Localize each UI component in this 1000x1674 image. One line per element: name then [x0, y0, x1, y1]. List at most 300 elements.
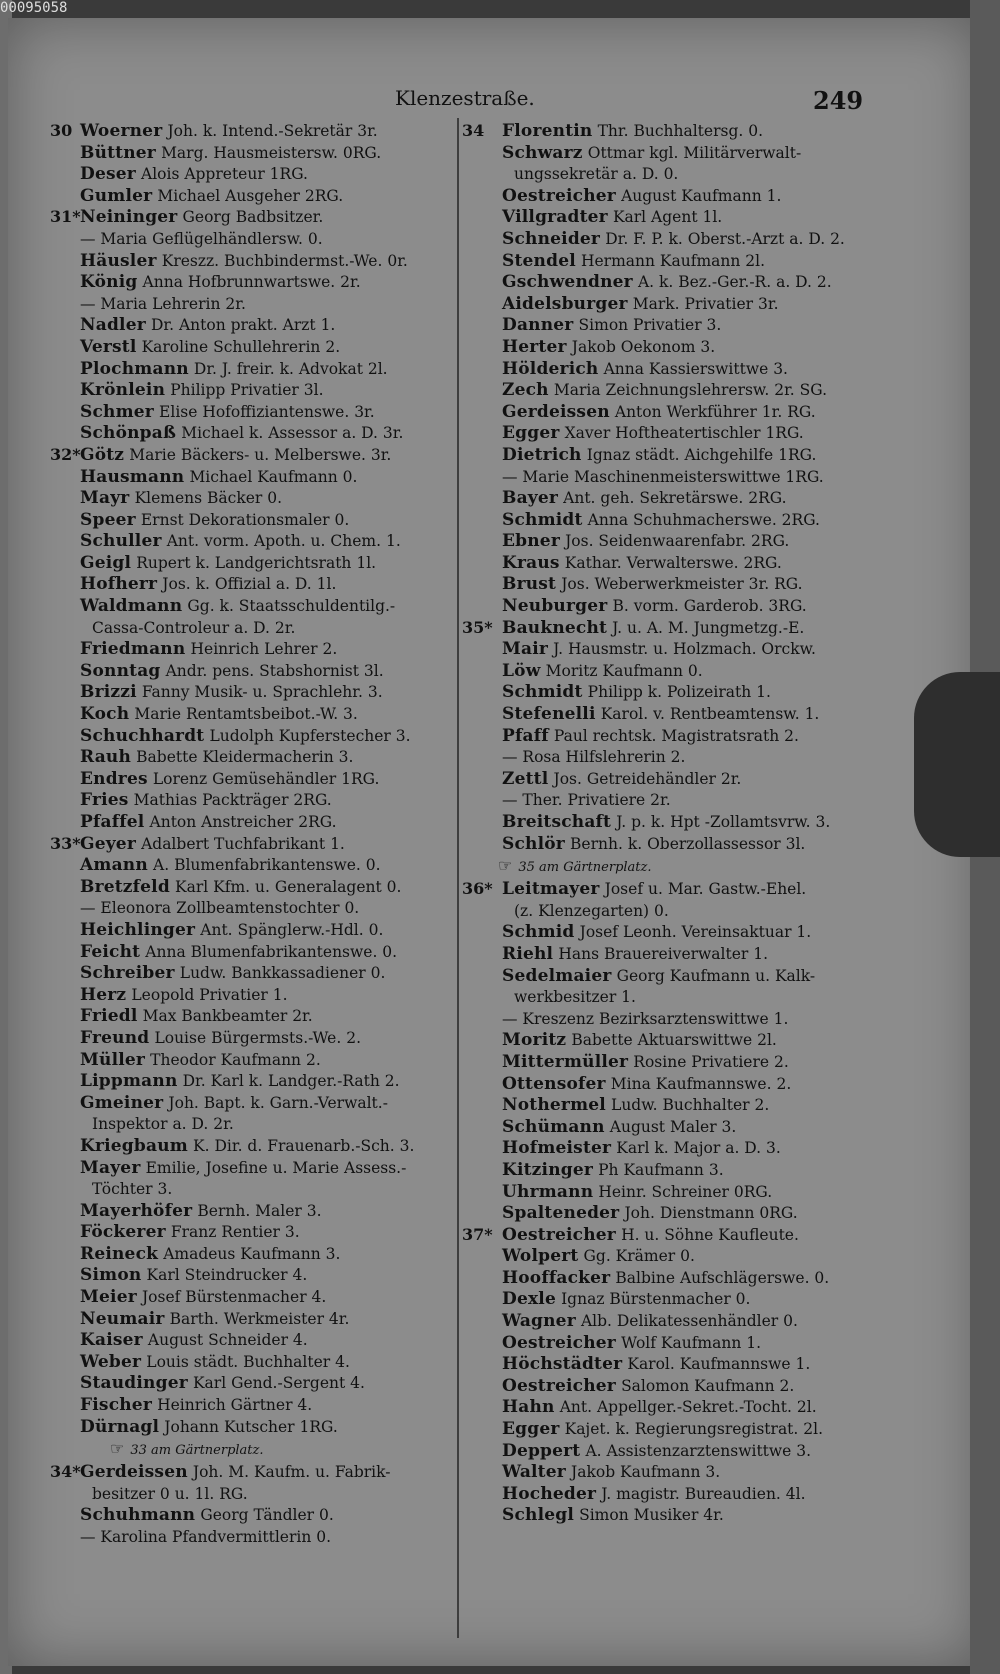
resident-surname: Müller — [80, 1049, 146, 1070]
resident-surname: Mair — [502, 639, 549, 660]
resident-details: — Karolina Pfandvermittlerin 0. — [80, 1528, 332, 1546]
directory-entry — [50, 314, 455, 336]
directory-entry — [50, 358, 455, 380]
resident-surname: Meier — [80, 1287, 137, 1308]
directory-entry — [50, 833, 455, 855]
resident-surname: Mittermüller — [502, 1051, 629, 1072]
directory-entry — [462, 1094, 872, 1116]
directory-entry — [50, 1200, 455, 1222]
directory-entry — [50, 638, 455, 660]
resident-details: Mark. Privatier 3r. — [632, 294, 779, 313]
resident-surname: Hölderich — [502, 358, 599, 379]
resident-surname: Sonntag — [80, 660, 161, 681]
directory-entry — [50, 725, 455, 747]
resident-surname: Schlör — [502, 833, 565, 854]
resident-surname: Schuchhardt — [80, 725, 205, 746]
resident-surname: Fries — [80, 790, 129, 811]
directory-entry — [462, 1353, 872, 1375]
resident-details: Salomon Kaufmann 2. — [621, 1376, 795, 1395]
directory-entry — [462, 487, 872, 509]
resident-details: Amadeus Kaufmann 3. — [163, 1244, 341, 1263]
directory-entry — [462, 250, 872, 272]
resident-details: Ant. geh. Sekretärswe. 2RG. — [563, 489, 787, 508]
directory-entry — [50, 1027, 455, 1049]
resident-details: J. p. k. Hpt -Zollamtsvrw. 3. — [616, 813, 831, 831]
resident-surname: Woerner — [80, 121, 163, 141]
resident-surname: Gmeiner — [80, 1092, 164, 1113]
directory-entry — [50, 703, 455, 725]
resident-surname: Gerdeissen — [502, 401, 610, 422]
resident-surname: Neuburger — [502, 596, 608, 617]
resident-surname: Uhrmann — [502, 1181, 594, 1202]
resident-surname: Schuller — [80, 531, 162, 552]
resident-surname: Neininger — [80, 207, 178, 228]
resident-surname: Schmidt — [502, 682, 583, 703]
resident-surname: König — [80, 272, 138, 293]
directory-entry — [50, 1461, 455, 1483]
resident-details: Heinrich Gärtner 4. — [157, 1396, 313, 1415]
resident-details: Marg. Hausmeistersw. 0RG. — [161, 143, 382, 162]
resident-details: J. Hausmstr. u. Holzmach. Orckw. — [553, 640, 816, 659]
resident-surname: Weber — [80, 1351, 142, 1372]
directory-entry — [462, 336, 872, 358]
directory-entry — [50, 789, 455, 811]
resident-details: Anna Schuhmacherswe. 2RG. — [587, 510, 820, 529]
resident-details: Jakob Kaufmann 3. — [571, 1463, 721, 1482]
resident-details: Ph Kaufmann 3. — [598, 1160, 724, 1179]
resident-details: K. Dir. d. Frauenarb.-Sch. 3. — [193, 1136, 415, 1155]
resident-details: Theodor Kaufmann 2. — [150, 1050, 321, 1069]
resident-surname: Geyer — [80, 833, 136, 854]
resident-surname: Walter — [502, 1462, 566, 1483]
directory-entry — [50, 1157, 455, 1179]
directory-entry — [50, 1070, 455, 1092]
resident-surname: Mayer — [80, 1157, 141, 1178]
resident-details: August Kaufmann 1. — [621, 186, 782, 205]
directory-entry — [50, 1394, 455, 1416]
directory-entry — [462, 314, 872, 336]
resident-details: Anna Kassierswittwe 3. — [603, 359, 788, 378]
resident-surname: Deser — [80, 164, 136, 185]
page-header-street: Klenzestraße. — [395, 86, 535, 110]
directory-entry — [462, 142, 872, 164]
resident-details: Karl Kfm. u. Generalagent 0. — [175, 877, 402, 896]
directory-entry — [462, 1396, 872, 1418]
resident-surname: Amann — [80, 855, 148, 876]
directory-entry — [50, 422, 455, 444]
resident-surname: Hausmann — [80, 466, 185, 487]
directory-entry — [50, 897, 455, 919]
directory-entry — [50, 1329, 455, 1351]
resident-surname: Hahn — [502, 1397, 555, 1418]
directory-entry-continuation — [462, 163, 872, 185]
resident-details: Töchter 3. — [92, 1180, 173, 1199]
directory-entry — [50, 530, 455, 552]
directory-entry — [462, 552, 872, 574]
directory-entry — [50, 206, 455, 228]
directory-entry — [50, 1092, 455, 1114]
resident-surname: Wagner — [502, 1311, 576, 1332]
resident-details: Marie Bäckers- u. Melberswe. 3r. — [129, 445, 392, 464]
directory-entry — [462, 638, 872, 660]
directory-entry — [50, 573, 455, 595]
directory-entry — [50, 962, 455, 984]
directory-entry — [50, 1372, 455, 1394]
resident-surname: Bauknecht — [502, 617, 608, 638]
directory-entry — [50, 487, 455, 509]
resident-details: Ant. vorm. Apoth. u. Chem. 1. — [166, 532, 401, 551]
resident-surname: Schuhmann — [80, 1505, 196, 1526]
resident-details: Joh. Bapt. k. Garn.-Verwalt.- — [168, 1093, 388, 1112]
resident-details: Ludolph Kupferstecher 3. — [209, 726, 411, 745]
resident-surname: Pfaffel — [80, 812, 145, 832]
directory-entry — [50, 1416, 455, 1438]
resident-surname: Dietrich — [502, 444, 582, 465]
resident-details: Wolf Kaufmann 1. — [621, 1333, 762, 1352]
resident-details: Marie Rentamtsbeibot.-W. 3. — [134, 705, 358, 724]
resident-details: Ernst Dekorationsmaler 0. — [140, 510, 350, 529]
resident-details: Alois Appreteur 1RG. — [141, 165, 308, 184]
resident-surname: Waldmann — [80, 596, 183, 617]
directory-entry — [462, 921, 872, 943]
resident-surname: Kaiser — [80, 1330, 143, 1351]
resident-details: Jos. Getreidehändler 2r. — [553, 769, 742, 788]
directory-entry — [50, 1243, 455, 1265]
directory-entry — [50, 1286, 455, 1308]
directory-entry — [50, 1135, 455, 1157]
resident-details: — Marie Maschinenmeisterswittwe 1RG. — [502, 467, 824, 486]
resident-details: Georg Tändler 0. — [200, 1506, 334, 1525]
resident-details: Karol. Kaufmannswe 1. — [627, 1355, 811, 1374]
resident-details: Elise Hofoffiziantenswe. 3r. — [159, 402, 375, 421]
resident-surname: Koch — [80, 704, 130, 725]
directory-entry — [462, 185, 872, 207]
column-divider — [457, 118, 459, 1638]
directory-entry — [50, 1264, 455, 1286]
house-number: 35* — [462, 617, 493, 637]
directory-entry — [50, 746, 455, 768]
directory-entry — [462, 768, 872, 790]
directory-entry-continuation — [462, 986, 872, 1008]
resident-surname: Nothermel — [502, 1095, 606, 1116]
directory-entry — [50, 379, 455, 401]
directory-entry — [462, 1375, 872, 1397]
resident-surname: Schneider — [502, 228, 601, 249]
resident-details: Ignaz städt. Aichgehilfe 1RG. — [586, 445, 817, 464]
resident-surname: Friedmann — [80, 639, 186, 660]
resident-surname: Riehl — [502, 943, 554, 964]
resident-details: Anton Werkführer 1r. RG. — [614, 402, 816, 421]
resident-surname: Kraus — [502, 552, 560, 573]
note-text: 35 am Gärtnerplatz. — [518, 860, 652, 876]
directory-entry — [462, 595, 872, 617]
resident-details: Leopold Privatier 1. — [131, 985, 288, 1004]
resident-details: Rosine Privatiere 2. — [633, 1052, 789, 1071]
house-number: 31* — [50, 207, 81, 227]
resident-details: H. u. Söhne Kaufleute. — [621, 1225, 799, 1244]
directory-entry — [462, 1267, 872, 1289]
thumb-index-tab — [914, 672, 1000, 857]
resident-surname: Neumair — [80, 1308, 165, 1329]
resident-details: Inspektor a. D. 2r. — [92, 1115, 234, 1134]
resident-details: Ottmar kgl. Militärverwalt- — [587, 143, 802, 162]
directory-entry — [50, 595, 455, 617]
resident-surname: Dexle — [502, 1289, 556, 1310]
resident-surname: Staudinger — [80, 1373, 188, 1394]
resident-surname: Rauh — [80, 747, 132, 768]
resident-surname: Aidelsburger — [502, 293, 628, 314]
resident-details: Moritz Kaufmann 0. — [545, 661, 703, 680]
directory-entry — [462, 1181, 872, 1203]
directory-entry — [50, 552, 455, 574]
resident-details: Anton Anstreicher 2RG. — [149, 813, 337, 831]
directory-entry — [462, 358, 872, 380]
resident-details: Joh. Dienstmann 0RG. — [624, 1204, 798, 1223]
resident-surname: Egger — [502, 423, 560, 444]
page-number: 249 — [813, 86, 864, 115]
directory-entry-continuation — [50, 1113, 455, 1135]
resident-details: A. Blumenfabrikantenswe. 0. — [153, 856, 381, 875]
directory-entry — [462, 725, 872, 747]
directory-entry — [462, 271, 872, 293]
resident-details: Simon Privatier 3. — [578, 316, 722, 335]
directory-entry — [50, 941, 455, 963]
resident-surname: Hofmeister — [502, 1138, 612, 1159]
directory-entry — [50, 1504, 455, 1526]
resident-details: Bernh. k. Oberzollassessor 3l. — [570, 834, 806, 853]
directory-entry — [50, 1005, 455, 1027]
resident-surname: Geigl — [80, 552, 132, 573]
resident-surname: Kitzinger — [502, 1159, 594, 1180]
directory-entry — [462, 1440, 872, 1462]
directory-entry — [50, 120, 455, 142]
resident-details: Karl Steindrucker 4. — [146, 1266, 308, 1285]
directory-entry — [462, 789, 872, 811]
resident-surname: Deppert — [502, 1440, 581, 1461]
resident-surname: Plochmann — [80, 358, 189, 379]
directory-entry — [50, 1049, 455, 1071]
resident-details: Anna Hofbrunnwartswe. 2r. — [142, 273, 361, 292]
resident-details: Ignaz Bürstenmacher 0. — [561, 1290, 751, 1309]
resident-surname: Moritz — [502, 1030, 567, 1051]
resident-surname: Schwarz — [502, 142, 583, 163]
resident-details: — Rosa Hilfslehrerin 2. — [502, 748, 686, 767]
resident-details: Barth. Werkmeister 4r. — [169, 1309, 350, 1328]
directory-entry — [462, 1461, 872, 1483]
directory-entry — [462, 206, 872, 228]
resident-details: Michael k. Assessor a. D. 3r. — [181, 424, 404, 443]
resident-details: Hermann Kaufmann 2l. — [580, 251, 766, 270]
resident-surname: Florentin — [502, 121, 593, 141]
resident-details: Josef Leonh. Vereinsaktuar 1. — [579, 923, 812, 942]
house-number: 32* — [50, 444, 81, 464]
resident-surname: Häusler — [80, 250, 157, 271]
resident-surname: Kriegbaum — [80, 1135, 188, 1156]
directory-entry — [462, 444, 872, 466]
resident-surname: Stefenelli — [502, 704, 596, 725]
directory-entry — [462, 833, 872, 855]
resident-details: A. k. Bez.-Ger.-R. a. D. 2. — [637, 273, 832, 292]
resident-details: Paul rechtsk. Magistratsrath 2. — [553, 726, 799, 745]
resident-details: (z. Klenzegarten) 0. — [514, 901, 669, 920]
resident-surname: Mayerhöfer — [80, 1200, 193, 1221]
house-number: 30 — [50, 121, 73, 140]
resident-details: ungssekretär a. D. 0. — [514, 165, 679, 184]
directory-entry — [462, 703, 872, 725]
directory-entry — [462, 509, 872, 531]
resident-details: Louis städt. Buchhalter 4. — [146, 1352, 350, 1371]
directory-entry — [462, 1073, 872, 1095]
directory-entry — [50, 1351, 455, 1373]
resident-surname: Höchstädter — [502, 1354, 623, 1375]
directory-entry — [462, 1116, 872, 1138]
directory-entry — [462, 943, 872, 965]
resident-details: Georg Badbsitzer. — [182, 208, 324, 227]
resident-details: Adalbert Tuchfabrikant 1. — [141, 834, 345, 853]
directory-entry-continuation — [462, 900, 872, 922]
directory-entry — [50, 163, 455, 185]
resident-details: Ludw. Bankkassadiener 0. — [179, 964, 386, 983]
pointing-hand-icon: ☞ — [498, 856, 513, 876]
resident-details: Thr. Buchhaltersg. 0. — [597, 122, 764, 140]
directory-entry — [462, 1418, 872, 1440]
resident-details: Babette Aktuarswittwe 2l. — [571, 1031, 777, 1050]
resident-details: Lorenz Gemüsehändler 1RG. — [152, 769, 380, 788]
resident-details: — Kreszenz Bezirksarztenswittwe 1. — [502, 1009, 789, 1028]
directory-entry — [462, 1202, 872, 1224]
resident-details: Ant. Spänglerw.-Hdl. 0. — [200, 920, 384, 939]
resident-surname: Büttner — [80, 142, 156, 163]
resident-details: J. magistr. Bureaudien. 4l. — [601, 1484, 806, 1503]
directory-entry — [462, 401, 872, 423]
resident-surname: Krönlein — [80, 380, 166, 401]
directory-entry — [462, 120, 872, 142]
resident-surname: Danner — [502, 315, 574, 336]
directory-entry — [50, 681, 455, 703]
resident-surname: Götz — [80, 444, 125, 465]
resident-details: Alb. Delikatessenhändler 0. — [580, 1312, 798, 1331]
directory-entry — [462, 965, 872, 987]
resident-details: Philipp Privatier 3l. — [170, 381, 324, 400]
resident-surname: Oestreicher — [502, 1224, 616, 1245]
directory-entry — [462, 617, 872, 639]
directory-entry — [50, 271, 455, 293]
directory-entry — [50, 228, 455, 250]
directory-entry-continuation — [50, 617, 455, 639]
directory-entry — [462, 1483, 872, 1505]
resident-surname: Brust — [502, 574, 557, 595]
resident-surname: Spalteneder — [502, 1203, 620, 1224]
resident-surname: Stendel — [502, 250, 576, 271]
resident-details: B. vorm. Garderob. 3RG. — [612, 597, 807, 616]
resident-details: Fanny Musik- u. Sprachlehr. 3. — [141, 683, 383, 702]
directory-entry — [50, 466, 455, 488]
directory-entry — [462, 746, 872, 768]
resident-details: Michael Ausgeher 2RG. — [157, 186, 344, 205]
resident-details: — Maria Lehrerin 2r. — [80, 294, 246, 313]
resident-details: Babette Kleidermacherin 3. — [136, 748, 354, 767]
resident-details: Ant. Appellger.-Sekret.-Tocht. 2l. — [559, 1398, 817, 1417]
resident-details: Jos. Seidenwaarenfabr. 2RG. — [565, 532, 790, 551]
resident-details: Maria Zeichnungslehrersw. 2r. SG. — [553, 381, 828, 400]
resident-details: werkbesitzer 1. — [514, 988, 636, 1007]
resident-surname: Brizzi — [80, 682, 137, 703]
resident-details: Balbine Aufschlägerswe. 0. — [615, 1268, 830, 1287]
resident-details: Rupert k. Landgerichtsrath 1l. — [136, 553, 377, 572]
resident-surname: Ottensofer — [502, 1073, 606, 1094]
resident-surname: Leitmayer — [502, 879, 600, 900]
resident-details: Michael Kaufmann 0. — [189, 467, 358, 486]
resident-surname: Speer — [80, 509, 136, 530]
resident-details: Cassa-Controleur a. D. 2r. — [92, 618, 296, 637]
resident-details: Anna Blumenfabrikantenswe. 0. — [145, 942, 398, 961]
resident-details: Simon Musiker 4r. — [579, 1506, 724, 1525]
resident-surname: Hooffacker — [502, 1267, 611, 1288]
resident-surname: Föckerer — [80, 1222, 166, 1243]
resident-details: Joh. M. Kaufm. u. Fabrik- — [192, 1463, 391, 1482]
resident-surname: Bayer — [502, 488, 559, 509]
directory-entry — [50, 1221, 455, 1243]
directory-entry — [50, 1308, 455, 1330]
cross-reference-note — [462, 854, 872, 878]
resident-details: Josef Bürstenmacher 4. — [141, 1288, 327, 1307]
directory-entry — [50, 811, 455, 833]
resident-details: Dr. F. P. k. Oberst.-Arzt a. D. 2. — [605, 229, 845, 248]
resident-surname: Heichlinger — [80, 919, 196, 940]
resident-surname: Bretzfeld — [80, 876, 170, 897]
directory-entry — [462, 466, 872, 488]
left-column — [50, 120, 455, 1548]
house-number: 36* — [462, 879, 493, 899]
resident-details: Louise Bürgermsts.-We. 2. — [154, 1028, 361, 1047]
resident-details: Max Bankbeamter 2r. — [142, 1007, 313, 1026]
resident-details: Karl k. Major a. D. 3. — [616, 1139, 781, 1158]
resident-surname: Schönpaß — [80, 423, 177, 444]
resident-details: Karoline Schullehrerin 2. — [141, 337, 341, 356]
resident-surname: Schreiber — [80, 963, 175, 984]
directory-entry — [462, 1137, 872, 1159]
resident-details: Johann Kutscher 1RG. — [164, 1417, 338, 1436]
directory-entry — [462, 1245, 872, 1267]
resident-details: Georg Kaufmann u. Kalk- — [616, 966, 816, 985]
resident-surname: Schmer — [80, 401, 154, 422]
resident-surname: Dürnagl — [80, 1416, 160, 1437]
resident-details: August Maler 3. — [609, 1117, 737, 1136]
resident-surname: Gschwendner — [502, 272, 633, 293]
resident-surname: Schmidt — [502, 509, 583, 530]
directory-entry — [50, 401, 455, 423]
resident-surname: Reineck — [80, 1243, 159, 1264]
resident-surname: Gerdeissen — [80, 1462, 188, 1483]
resident-surname: Oestreicher — [502, 1332, 616, 1353]
resident-surname: Wolpert — [502, 1246, 579, 1267]
directory-entry — [462, 878, 872, 900]
resident-surname: Ebner — [502, 531, 560, 552]
resident-details: — Ther. Privatiere 2r. — [502, 791, 671, 810]
directory-entry — [50, 876, 455, 898]
directory-entry — [50, 185, 455, 207]
directory-entry — [462, 811, 872, 833]
resident-details: Dr. J. freir. k. Advokat 2l. — [193, 359, 388, 378]
resident-surname: Mayr — [80, 488, 130, 509]
resident-surname: Löw — [502, 660, 541, 681]
resident-details: Franz Rentier 3. — [170, 1223, 300, 1242]
resident-surname: Oestreicher — [502, 1375, 616, 1396]
resident-surname: Freund — [80, 1027, 150, 1048]
resident-details: August Schneider 4. — [147, 1331, 308, 1350]
resident-details: Philipp k. Polizeirath 1. — [587, 683, 771, 702]
resident-surname: Schümann — [502, 1116, 605, 1137]
